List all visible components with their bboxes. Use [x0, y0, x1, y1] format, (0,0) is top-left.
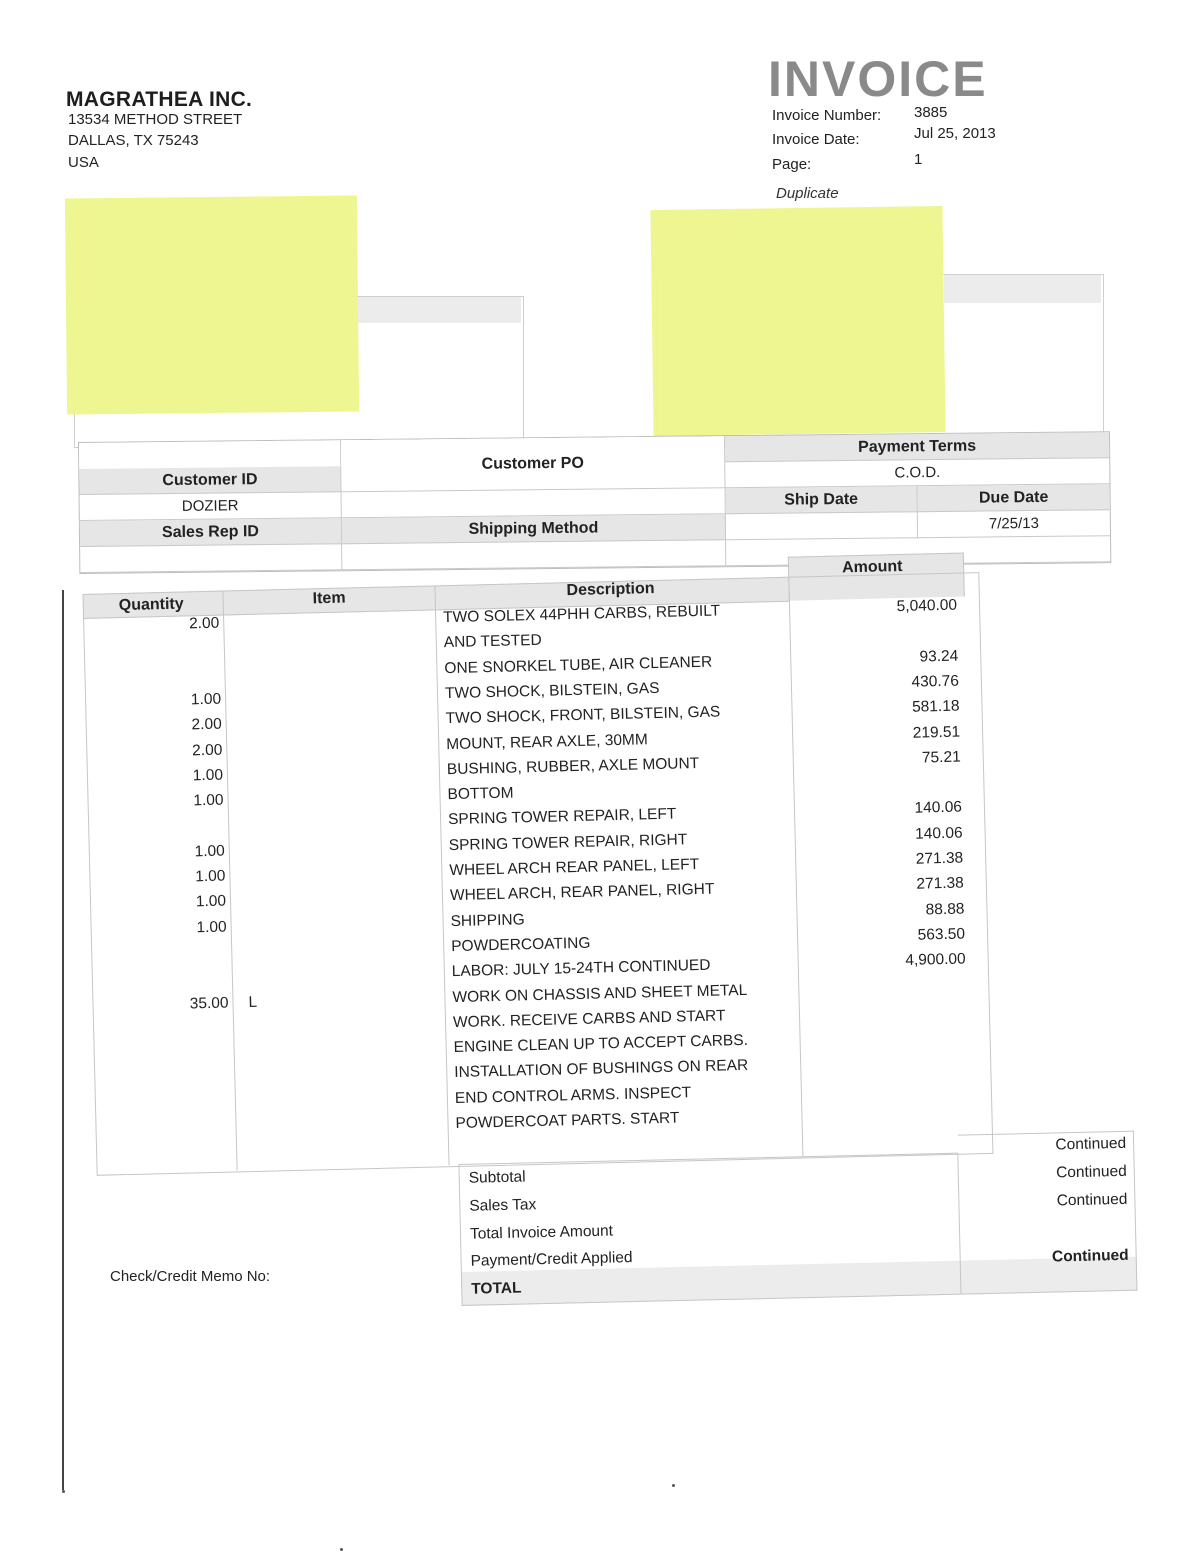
scan-speck [672, 1484, 675, 1487]
totals-block [458, 1131, 1139, 1306]
amount-cell: 140.06 [914, 824, 963, 843]
page-number: 1 [914, 151, 923, 168]
quantity-cell: 2.00 [191, 715, 222, 734]
customer-po-value [342, 488, 726, 518]
scan-edge-line [62, 590, 64, 1490]
description-cell: BOTTOM [447, 784, 514, 804]
description-cell: POWDERCOATING [451, 934, 591, 955]
description-cell: ONE SNORKEL TUBE, AIR CLEANER [444, 653, 713, 677]
amount-cell: 88.88 [925, 900, 965, 919]
total-label: TOTAL [471, 1279, 522, 1298]
description-cell: TWO SOLEX 44PHH CARBS, REBUILT [442, 602, 721, 627]
description-header: Description [566, 580, 655, 600]
company-country: USA [68, 154, 99, 171]
description-cell: TWO SHOCK, BILSTEIN, GAS [444, 679, 660, 703]
ship-to-box-header [944, 275, 1101, 303]
line-items-table [82, 552, 996, 1176]
quantity-cell: 2.00 [191, 741, 223, 759]
spacer-cell [79, 440, 341, 469]
sales-rep-id-header: Sales Rep ID [80, 518, 342, 547]
sticky-note-right [650, 206, 945, 436]
totals-value-column [958, 1131, 1138, 1295]
payment-credit-label: Payment/Credit Applied [470, 1249, 633, 1270]
subtotal-value: Continued [1055, 1134, 1127, 1154]
invoice-number-label: Invoice Number: [772, 107, 882, 124]
description-cell: AND TESTED [443, 632, 542, 652]
description-cell: SPRING TOWER REPAIR, RIGHT [448, 830, 688, 854]
quantity-cell: 1.00 [192, 766, 224, 785]
company-street: 13534 METHOD STREET [68, 111, 243, 128]
scan-speck [62, 1490, 65, 1493]
quantity-cell: 1.00 [195, 892, 227, 911]
amount-cell: 75.21 [921, 748, 961, 767]
amount-cell: 219.51 [912, 723, 961, 742]
description-cell: INSTALLATION OF BUSHINGS ON REAR [454, 1057, 749, 1082]
total-value: Continued [1051, 1246, 1129, 1266]
amount-cell: 430.76 [911, 672, 960, 691]
payment-terms-header: Payment Terms [725, 432, 1109, 462]
ship-date-value [726, 512, 918, 540]
amount-cell: 581.18 [911, 697, 960, 716]
invoice-title: INVOICE [768, 51, 988, 107]
amount-cell: 140.06 [914, 798, 963, 818]
shipping-method-header: Shipping Method [342, 514, 726, 544]
total-invoice-amount-value: Continued [1056, 1190, 1128, 1210]
description-cell: MOUNT, REAR AXLE, 30MM [446, 730, 648, 753]
sales-tax-value: Continued [1055, 1162, 1127, 1182]
description-cell: WORK ON CHASSIS AND SHEET METAL [452, 981, 748, 1006]
amount-header: Amount [841, 557, 903, 577]
quantity-cell: 2.00 [188, 614, 220, 633]
quantity-cell: 35.00 [189, 994, 229, 1012]
description-cell: TWO SHOCK, FRONT, BILSTEIN, GAS [445, 703, 721, 728]
payment-terms-value: C.O.D. [725, 458, 1109, 488]
company-name: MAGRATHEA INC. [66, 88, 253, 111]
amount-cell: 93.24 [919, 647, 959, 666]
invoice-date-label: Invoice Date: [772, 131, 860, 148]
description-cell: WHEEL ARCH REAR PANEL, LEFT [449, 856, 700, 880]
due-date-value: 7/25/13 [918, 510, 1110, 538]
item-header: Item [312, 589, 346, 608]
description-cell: SPRING TOWER REPAIR, LEFT [447, 805, 677, 829]
description-cell: ENGINE CLEAN UP TO ACCEPT CARBS. [453, 1031, 749, 1057]
description-cell: BUSHING, RUBBER, AXLE MOUNT [446, 754, 700, 778]
company-city: DALLAS, TX 75243 [68, 132, 199, 149]
duplicate-stamp: Duplicate [776, 185, 839, 202]
amount-cell: 5,040.00 [896, 596, 958, 616]
invoice-number: 3885 [914, 104, 948, 121]
due-date-header: Due Date [918, 484, 1110, 512]
invoice-date: Jul 25, 2013 [914, 125, 996, 142]
amount-cell: 4,900.00 [905, 950, 966, 970]
scan-speck [340, 1548, 343, 1551]
description-cell: POWDERCOAT PARTS. START [455, 1109, 680, 1133]
bill-to-box-header [358, 297, 521, 323]
customer-id-header: Customer ID [79, 466, 341, 495]
total-invoice-amount-label: Total Invoice Amount [469, 1222, 614, 1243]
description-cell: WORK. RECEIVE CARBS AND START [452, 1007, 726, 1031]
item-cell: L [248, 993, 258, 1011]
quantity-cell: 1.00 [195, 867, 226, 886]
quantity-cell: 1.00 [196, 918, 227, 936]
quantity-cell: 1.00 [190, 690, 222, 709]
amount-cell: 271.38 [915, 849, 964, 868]
customer-id-value: DOZIER [80, 492, 342, 521]
amount-cell: 563.50 [917, 925, 966, 944]
sales-tax-label: Sales Tax [469, 1196, 537, 1215]
description-cell: END CONTROL ARMS. INSPECT [454, 1083, 692, 1107]
description-cell: LABOR: JULY 15-24TH CONTINUED [451, 956, 711, 981]
ship-date-header: Ship Date [726, 486, 918, 514]
customer-po-header: Customer PO [341, 436, 726, 492]
sticky-note-left [65, 195, 359, 414]
description-cell: WHEEL ARCH, REAR PANEL, RIGHT [449, 880, 715, 905]
subtotal-label: Subtotal [468, 1168, 526, 1187]
quantity-cell: 1.00 [194, 842, 226, 861]
description-cell: SHIPPING [450, 910, 525, 930]
page-label: Page: [772, 156, 812, 173]
check-credit-memo-label: Check/Credit Memo No: [110, 1268, 271, 1285]
quantity-cell: 1.00 [193, 791, 224, 810]
amount-cell: 271.38 [916, 874, 965, 894]
quantity-header: Quantity [118, 595, 184, 615]
